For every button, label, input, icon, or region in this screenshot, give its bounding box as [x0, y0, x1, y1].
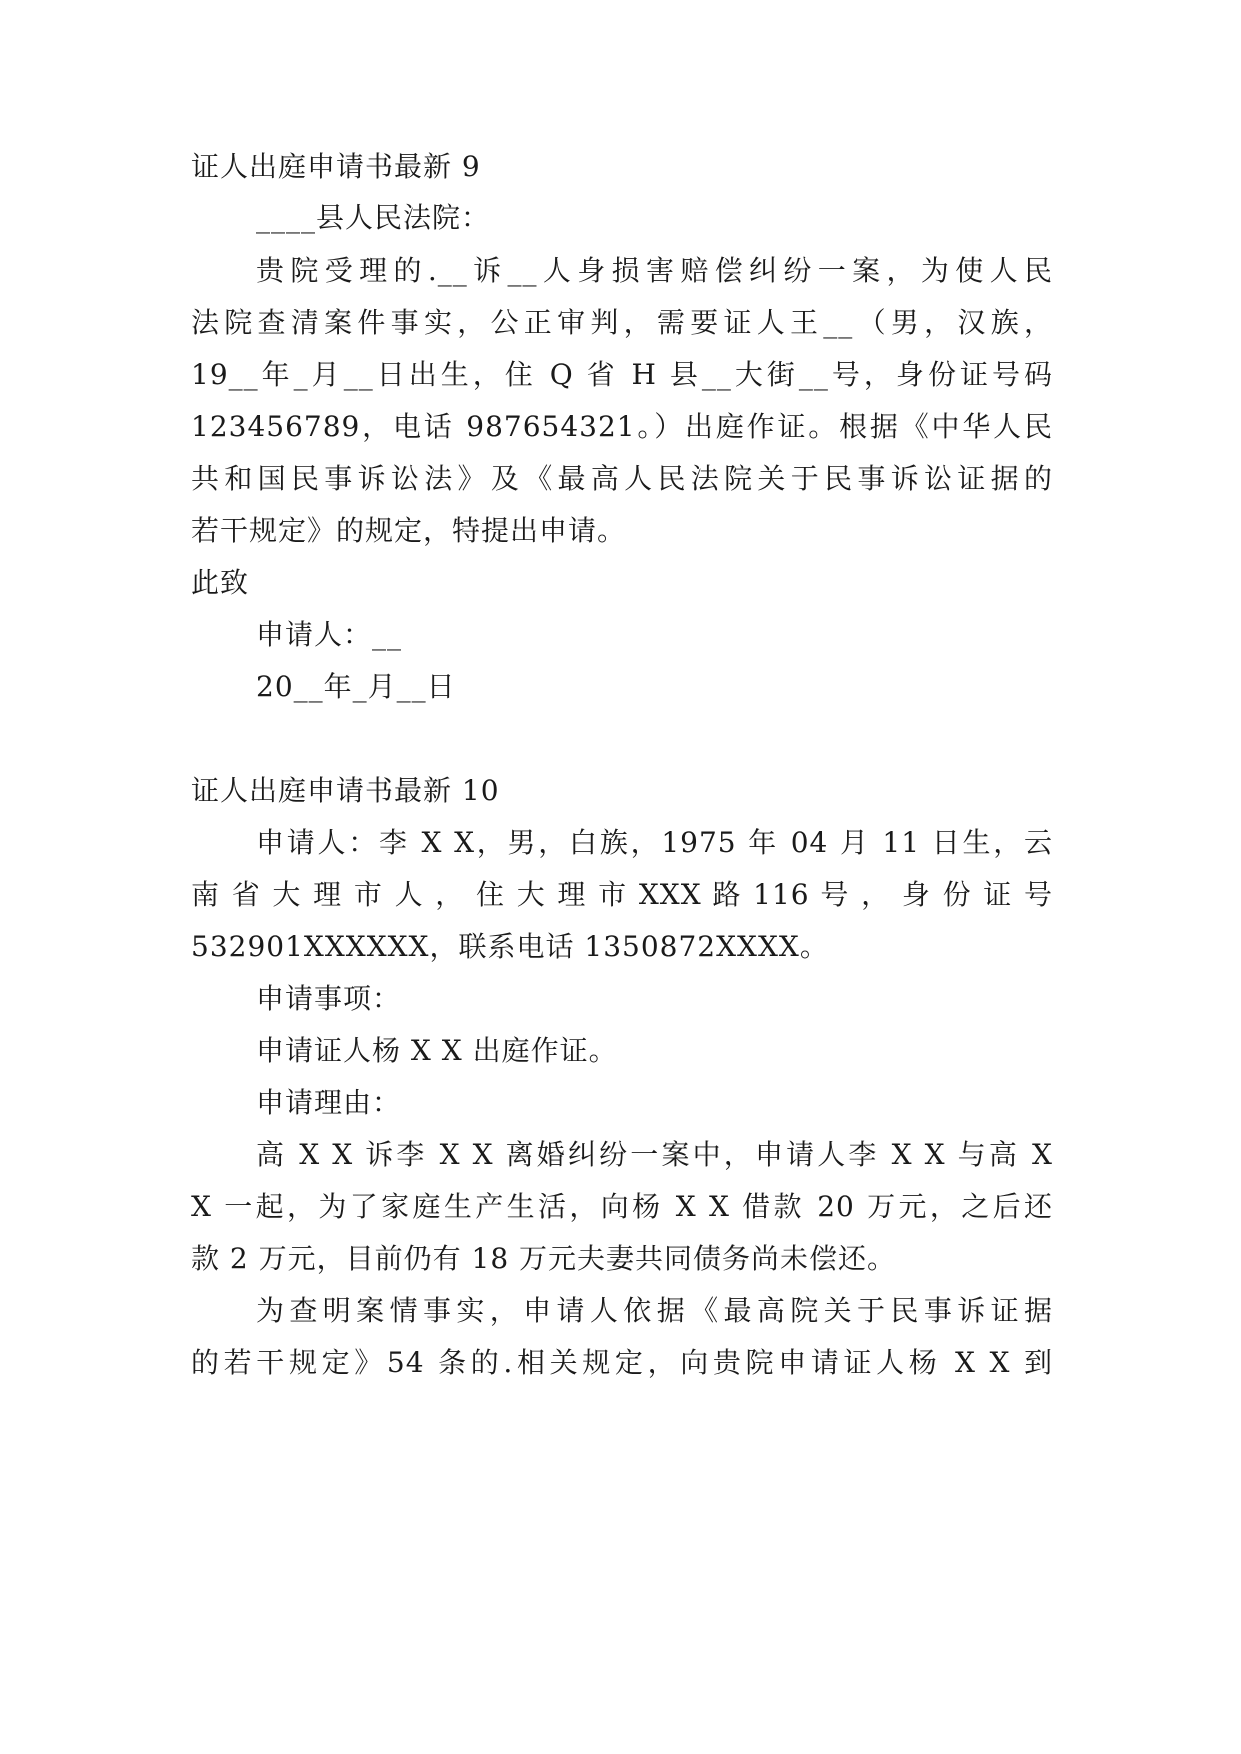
- doc2-matters-heading: 申请事项：: [256, 982, 402, 1015]
- doc2-reason-line: 高 X X 诉李 X X 离婚纠纷一案中，申请人李 X X 与高 X: [256, 1138, 1053, 1171]
- doc2-applicant-line: 申请人：李 X X，男，白族，1975 年 04 月 11 日生，云: [256, 826, 1053, 859]
- doc1-body-line: 19__年_月__日出生，住 Q 省 H 县__大街__号，身份证号码: [191, 358, 1053, 391]
- doc1-title: 证人出庭申请书最新 9: [191, 150, 481, 183]
- doc2-reason-line: X 一起，为了家庭生产生活，向杨 X X 借款 20 万元，之后还: [191, 1190, 1053, 1223]
- doc2-reason-line: 款 2 万元，目前仍有 18 万元夫妻共同债务尚未偿还。: [191, 1242, 897, 1275]
- doc1-body-line: 123456789，电话 987654321。）出庭作证。根据《中华人民: [191, 410, 1053, 443]
- doc1-closing: 此致: [191, 566, 250, 599]
- doc2-matters: 申请证人杨 X X 出庭作证。: [256, 1034, 618, 1067]
- doc2-title: 证人出庭申请书最新 10: [191, 774, 500, 807]
- doc1-date: 20__年_月__日: [256, 670, 456, 703]
- doc1-body-line: 若干规定》的规定，特提出申请。: [191, 514, 627, 547]
- doc2-basis-line: 的若干规定》54 条的.相关规定，向贵院申请证人杨 X X 到: [191, 1346, 1053, 1379]
- doc1-body-line: 法院查清案件事实，公正审判，需要证人王__（男，汉族，: [191, 306, 1053, 339]
- doc2-applicant-line: 南 省 大 理 市 人 ， 住 大 理 市 XXX 路 116 号 ， 身 份 证 号: [191, 878, 1053, 911]
- doc2-applicant-line: 532901XXXXXX，联系电话 1350872XXXX。: [191, 930, 829, 963]
- doc1-body-line: 共和国民事诉讼法》及《最高人民法院关于民事诉讼证据的: [191, 462, 1053, 495]
- doc2-basis-line: 为查明案情事实，申请人依据《最高院关于民事诉证据: [256, 1294, 1053, 1327]
- doc1-body-line: 贵院受理的.__诉__人身损害赔偿纠纷一案，为使人民: [256, 254, 1053, 287]
- doc2-reasons-heading: 申请理由：: [256, 1086, 402, 1119]
- doc1-applicant: 申请人：__: [256, 618, 403, 651]
- doc1-addressee: ____县人民法院：: [256, 201, 491, 234]
